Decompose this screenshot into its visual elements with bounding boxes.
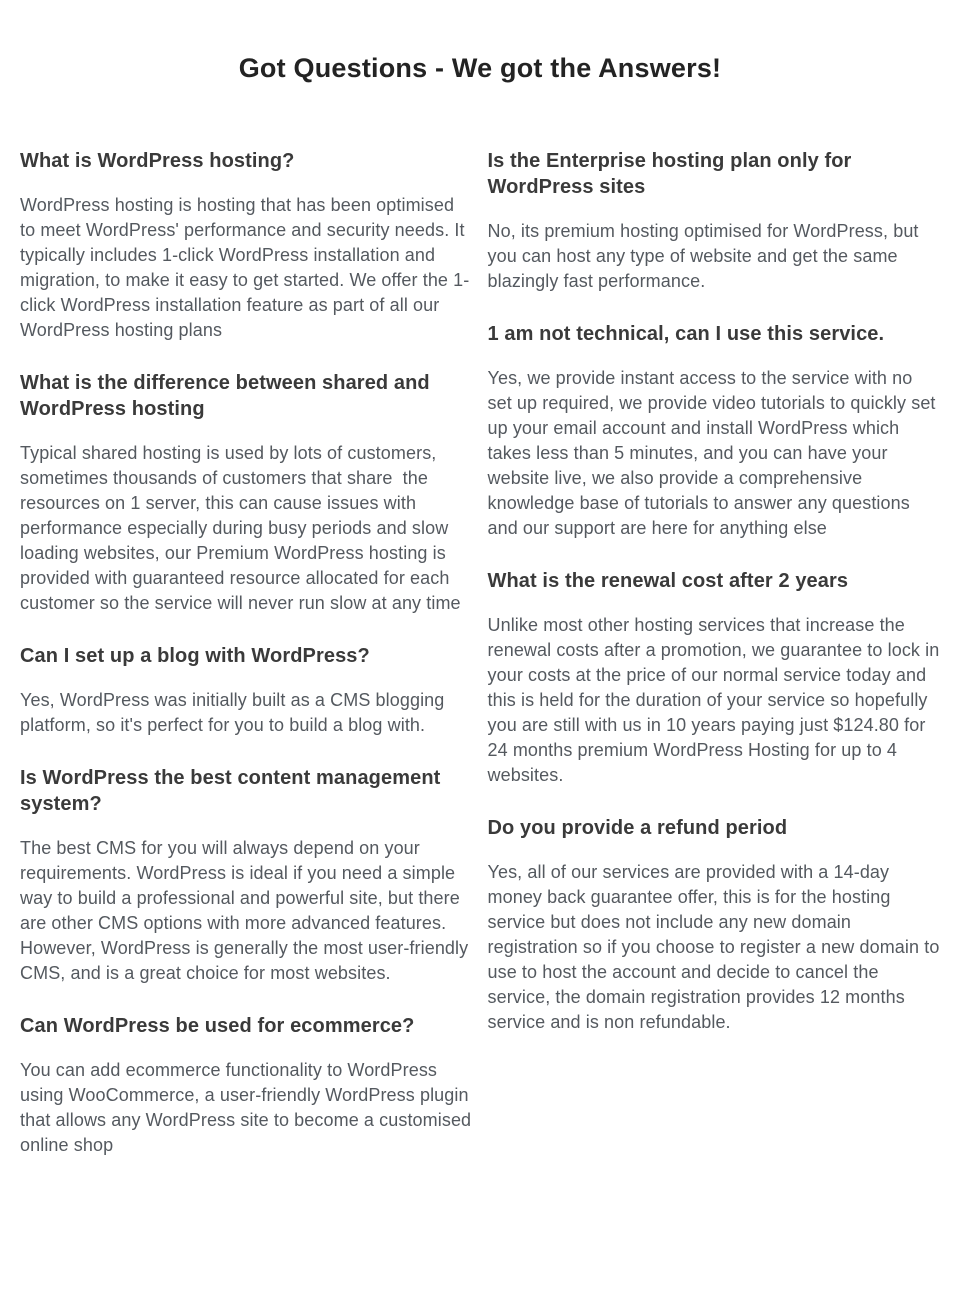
faq-item-ecommerce: [20, 1013, 477, 1158]
faq-answer: No, its premium hosting optimised for WordPress, but you can host any type of website and get the same blazingly fast performance.: [487, 221, 924, 291]
faq-question: Can I set up a blog with WordPress?: [20, 645, 370, 667]
faq-item-wordpress-hosting: [20, 148, 473, 343]
faq-item-best-cms: [20, 765, 473, 986]
faq-answer: Typical shared hosting is used by lots of customers, sometimes thousands of customers that share the resources on 1 server, this can cause issues with performance especially during busy periods and slow loading websites, our Premium WordPress hosting is provided with guaranteed resource allocated for each customer so the service will never run slow at any time: [20, 443, 461, 613]
faq-answer: Unlike most other hosting services that increase the renewal costs after a promotion, we guarantee to lock in your costs at the price of our normal service today and this is held for the duration of your service so hopefully you are still with us in 10 years paying just $124.80 for 24 months premium WordPress Hosting for up to 4 websites.: [487, 615, 945, 785]
faq-question: What is WordPress hosting?: [20, 150, 295, 172]
faq-question: Is WordPress the best content management system?: [20, 767, 441, 815]
faq-answer: You can add ecommerce functionality to WordPress using WooCommerce, a user-friendly WordPress plugin that allows any WordPress site to become a customised online shop: [20, 1060, 477, 1155]
faq-columns: [20, 148, 945, 1158]
faq-item-shared-vs-wordpress: [20, 370, 473, 616]
faq-question: 1 am not technical, can I use this service.: [487, 323, 885, 345]
faq-column-left: [20, 148, 477, 1158]
faq-question: What is the renewal cost after 2 years: [487, 570, 849, 592]
faq-question: Do you provide a refund period: [487, 817, 788, 839]
faq-column-right: [487, 148, 945, 1035]
faq-question: Is the Enterprise hosting plan only for WordPress sites: [487, 150, 852, 198]
faq-question: Can WordPress be used for ecommerce?: [20, 1015, 415, 1037]
faq-answer: WordPress hosting is hosting that has been optimised to meet WordPress' performance and security needs. It typically includes 1-click WordPress installation and migration, to make it easy to get started. We offer the 1-click WordPress installation feature as part of all our WordPress hosting plans: [20, 195, 470, 340]
faq-item-refund-period: [487, 815, 945, 1035]
faq-item-renewal-cost: [487, 568, 945, 788]
faq-item-blog-setup: [20, 643, 473, 738]
faq-answer: Yes, all of our services are provided with a 14-day money back guarantee offer, this is for the hosting service but does not include any new domain registration so if you choose to register a new domain to use to host the account and decide to cancel the service, the domain registration provides 12 months service and is non refundable.: [487, 862, 945, 1032]
faq-answer: The best CMS for you will always depend on your requirements. WordPress is ideal if you need a simple way to build a professional and powerful site, but there are other CMS options with more advanced features. However, WordPress is generally the most user-friendly CMS, and is a great choice for most websites.: [20, 838, 474, 983]
faq-question: What is the difference between shared and WordPress hosting: [20, 372, 430, 420]
faq-answer: Yes, we provide instant access to the service with no set up required, we provide video tutorials to quickly set up your email account and install WordPress which takes less than 5 minutes, and you can have your website live, we also provide a comprehensive knowledge base of tutorials to answer any questions and our support are here for anything else: [487, 368, 941, 538]
page-title: Got Questions - We got the Answers!: [238, 53, 722, 83]
faq-answer: Yes, WordPress was initially built as a CMS blogging platform, so it's perfect for you to build a blog with.: [20, 690, 450, 735]
faq-item-not-technical: [488, 321, 941, 541]
faq-item-enterprise-plan: [488, 148, 941, 294]
